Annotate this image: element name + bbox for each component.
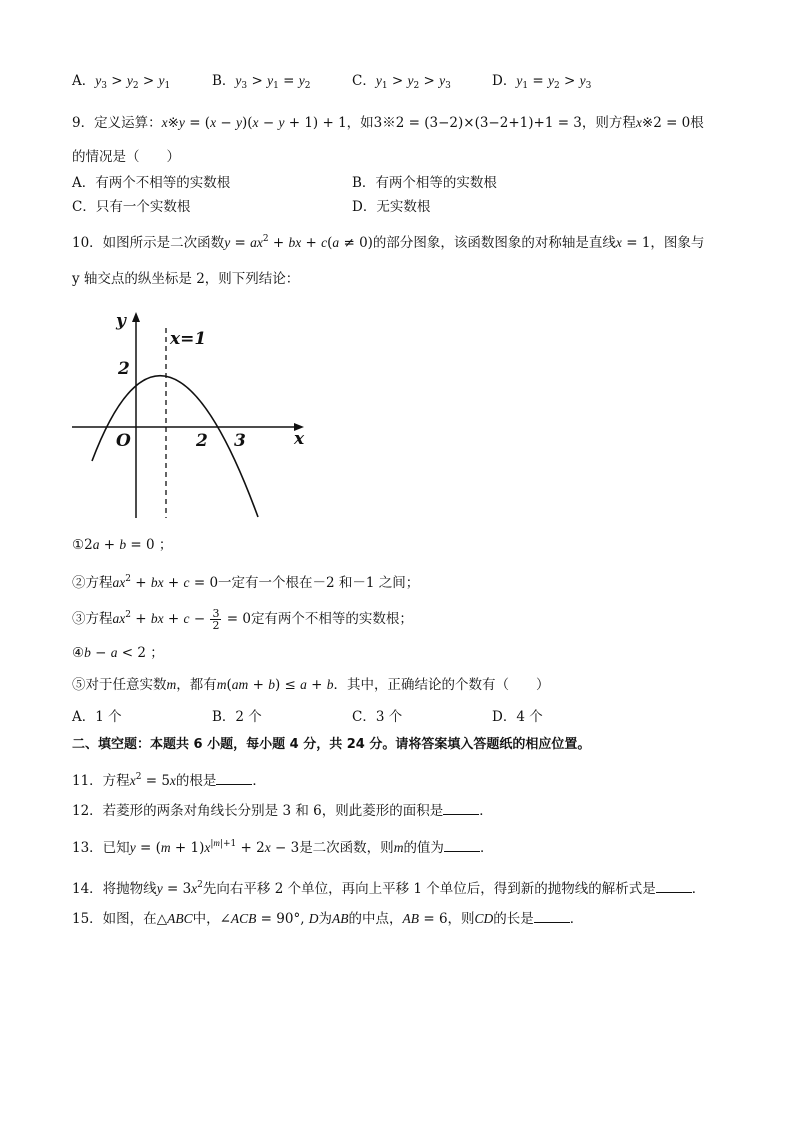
q11: 11．方程$x^2 = 5x$的根是 ． — [72, 772, 266, 789]
q8-option-d: D．$y_1 = y_2 > y_3$ — [492, 73, 592, 91]
section-2-heading: 二、填空题：本题共 6 小题，每小题 4 分，共 24 分。请将答案填入答题纸的相应位置。 — [72, 737, 591, 752]
y-axis-arrow — [132, 312, 140, 322]
q15: 15．如图，在△ABC中，∠ACB = 90°, D为AB的中点，AB = 6，则CD的长是 ． — [72, 911, 584, 927]
q10-statement-5: ⑤对于任意实数m，都有m(am + b) ≤ a + b．其中，正确结论的个数有（ ） — [72, 677, 550, 693]
graph-symmetry-label: x=1 — [170, 329, 207, 349]
q13-answer-blank — [444, 839, 480, 852]
q13: 13．已知$y = (m + 1)x^{|m|+1} + 2x - 3$是二次函数，则m的值为 ． — [72, 838, 494, 856]
graph-origin-label: O — [116, 431, 131, 451]
q8-option-c: C．$y_1 > y_2 > y_3$ — [352, 73, 451, 91]
q10-statement-2: ②方程$ax^2$ + bx + c = 0一定有一个根在－2 和－1 之间； — [72, 574, 420, 591]
q10-option-d: D．4 个 — [492, 709, 543, 725]
q10-statement-3: ③方程$ax^2$ + bx + c − $\frac{3}{2}$ = 0定有两个不相等的实数根； — [72, 607, 413, 632]
q10-option-b: B．2 个 — [212, 709, 262, 725]
graph-x-label: x — [294, 429, 305, 449]
q10-statement-4: ④b − a < 2 ； — [72, 645, 164, 661]
q9-option-c: C．只有一个实数根 — [72, 199, 191, 215]
q10-stem-line2: y 轴交点的纵坐标是 2，则下列结论： — [72, 271, 300, 287]
q14-answer-blank — [656, 880, 692, 893]
q11-answer-blank — [216, 772, 252, 785]
graph-tick-3: 3 — [234, 431, 246, 451]
q9-stem: 9．定义运算：x※y = (x − y)(x − y + 1) + 1，如3※2 = (3−2)×(3−2+1)+1 = 3，则方程x※2 = 0根 — [72, 115, 704, 131]
q8-option-b: B．$y_3 > y_1 = y_2$ — [212, 73, 311, 91]
q9-option-d: D．无实数根 — [352, 199, 431, 215]
q10-statement-1: ①2a + b = 0 ； — [72, 537, 173, 553]
q12-answer-blank — [443, 802, 479, 815]
graph-y-intercept-label: 2 — [118, 359, 130, 379]
q9-stem-line2: 的情况是（ ） — [72, 149, 180, 165]
q10-option-a: A．1 个 — [72, 709, 122, 725]
graph-y-label: y — [116, 311, 126, 331]
q10-option-c: C．3 个 — [352, 709, 403, 725]
graph-tick-2: 2 — [196, 431, 208, 451]
q14: 14．将抛物线$y = 3x^2$先向右平移 2 个单位，再向上平移 1 个单位后，得到新的抛物线的解析式是 ． — [72, 880, 706, 897]
q8-option-a: A．$y_3 > y_2 > y_1$ — [72, 73, 171, 91]
q9-option-b: B．有两个相等的实数根 — [352, 175, 497, 191]
q10-stem: 10．如图所示是二次函数$y = ax^2$ + bx + c(a ≠ 0)的部分图象，该函数图象的对称轴是直线x = 1，图象与 — [72, 234, 705, 251]
q15-answer-blank — [534, 910, 570, 923]
q9-option-a: A．有两个不相等的实数根 — [72, 175, 231, 191]
q12: 12．若菱形的两条对角线长分别是 3 和 6，则此菱形的面积是 ． — [72, 803, 493, 819]
parabola-graph — [70, 308, 310, 518]
